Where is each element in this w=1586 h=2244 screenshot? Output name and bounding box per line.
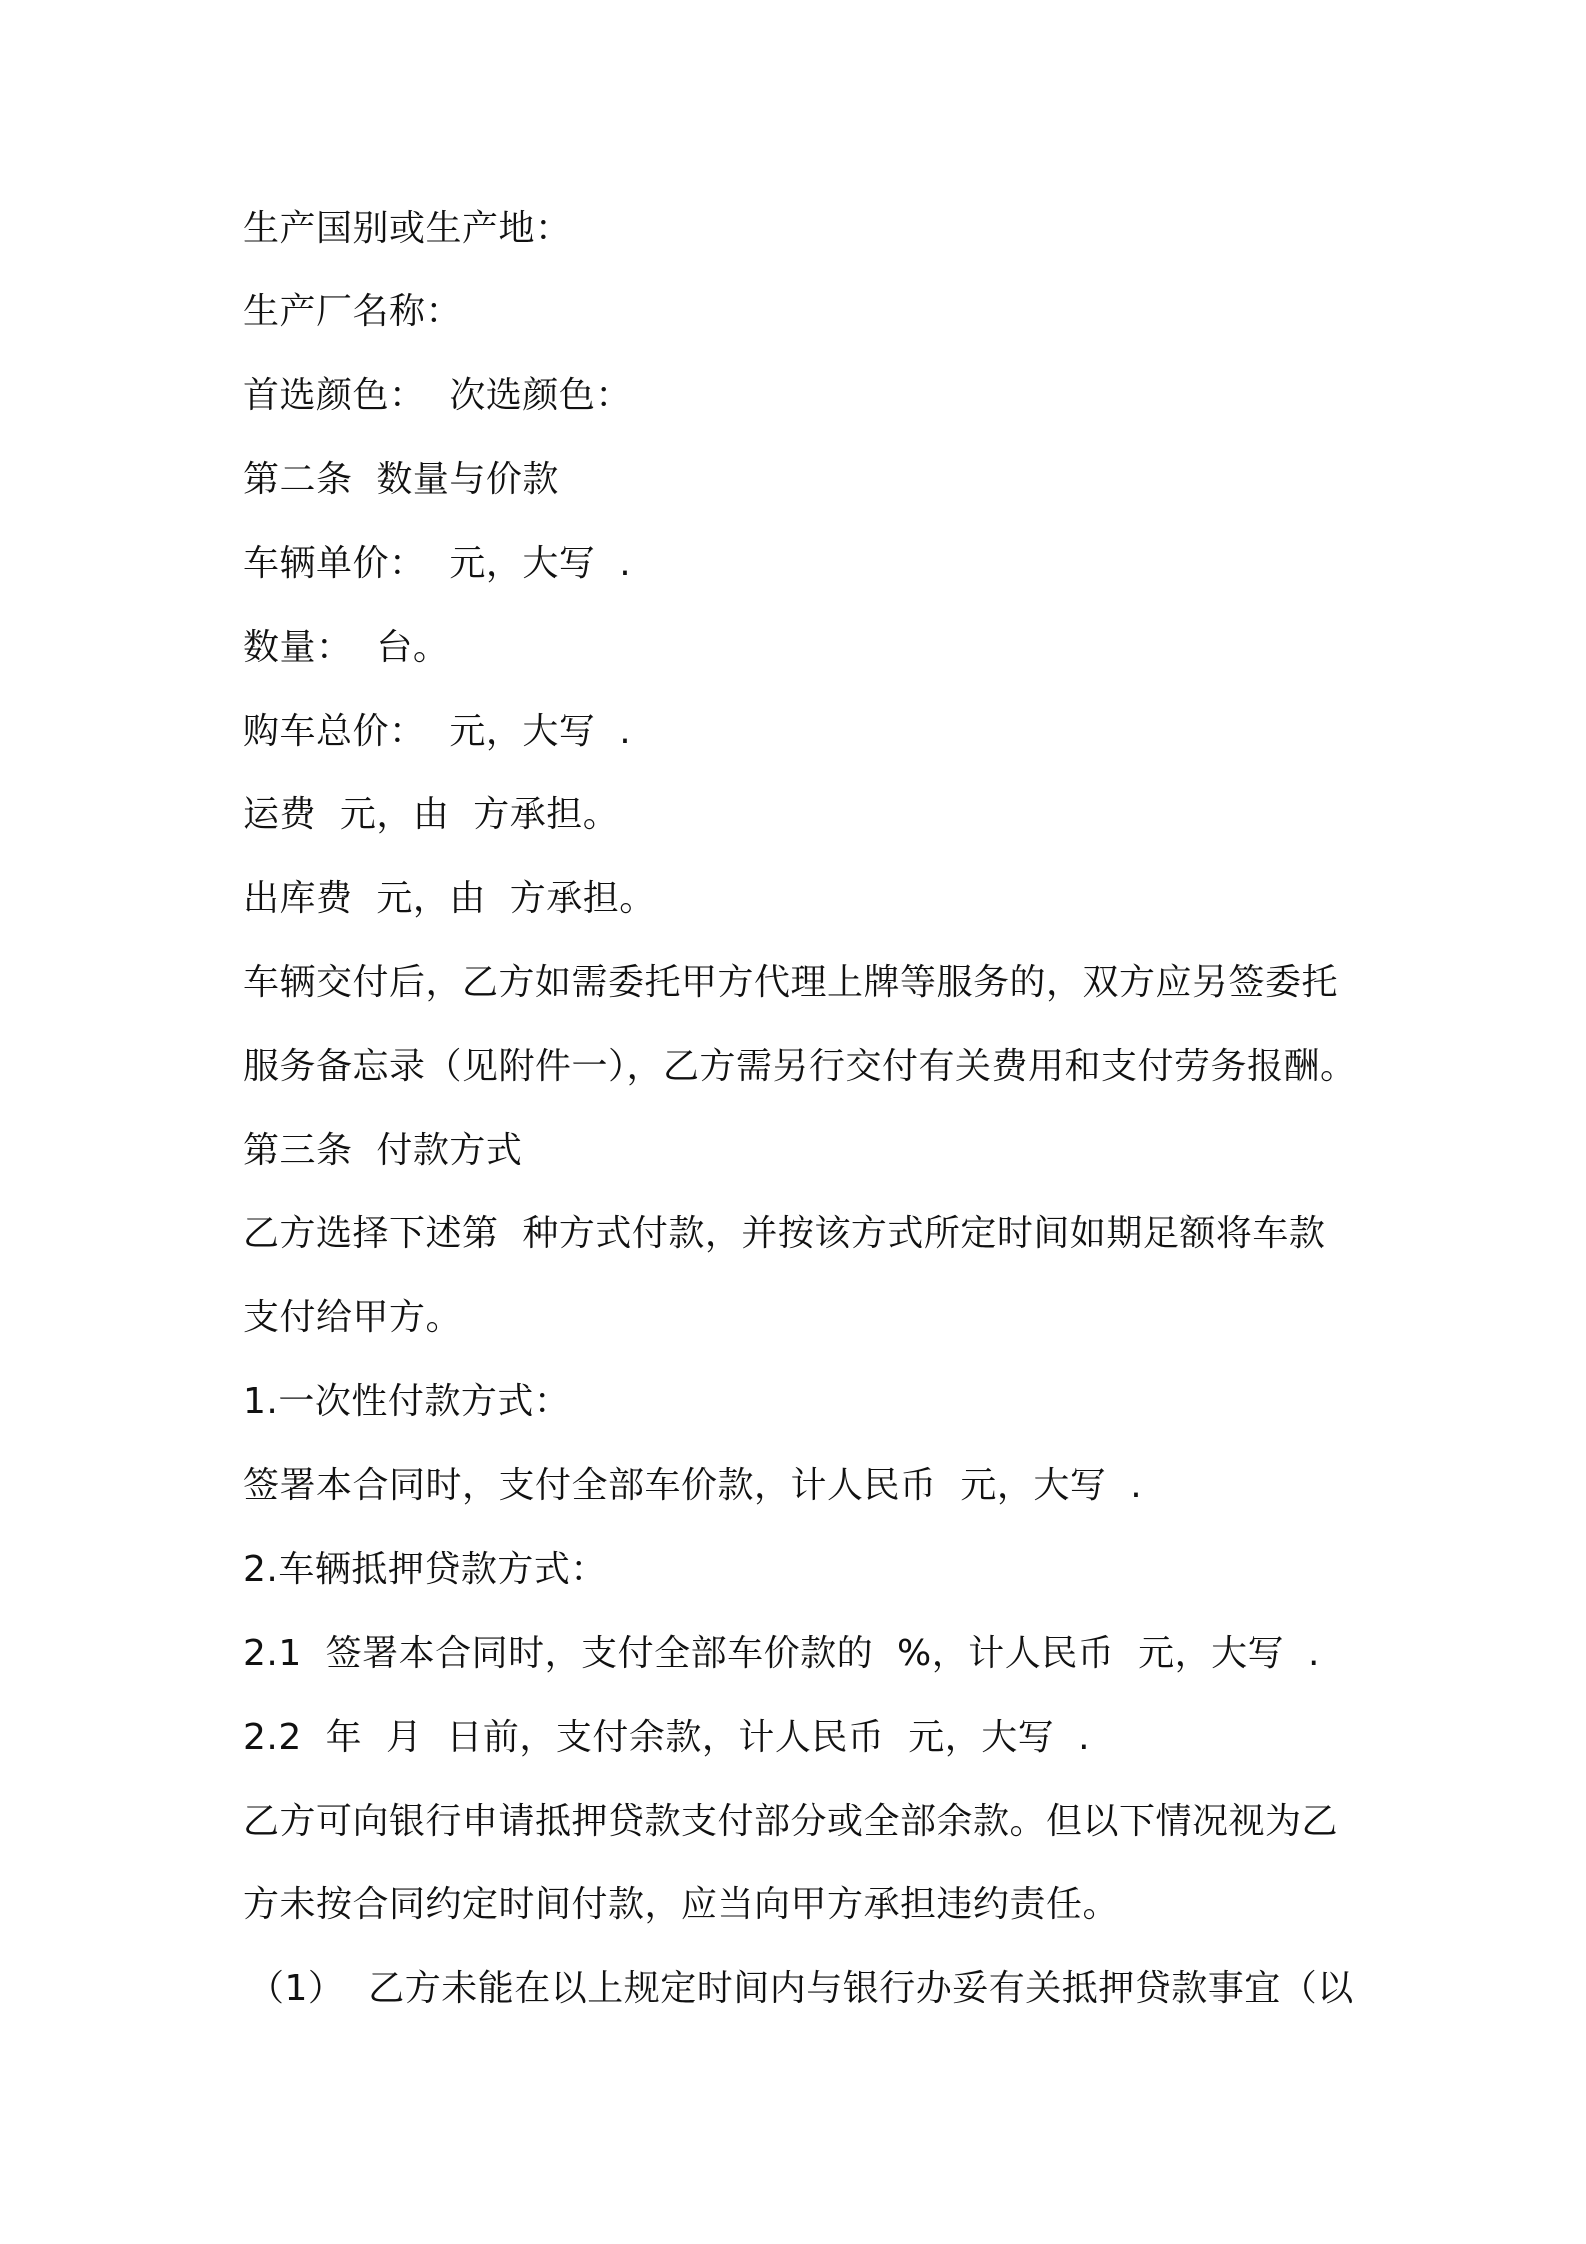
item-lump-sum-text: 签署本合同时，支付全部车价款，计人民币 元，大写 . xyxy=(243,1465,1143,1506)
paragraph-loan-line-2: 方未按合同约定时间付款，应当向甲方承担违约责任。 xyxy=(243,1884,1120,1925)
item-lump-sum-heading: 1.一次性付款方式： xyxy=(243,1381,571,1422)
line-freight: 运费 元，由 方承担。 xyxy=(243,794,620,835)
item-mortgage-2-2: 2.2 年 月 日前，支付余款，计人民币 元，大写 . xyxy=(243,1717,1091,1758)
paragraph-clause-1: （1） 乙方未能在以上规定时间内与银行办妥有关抵押贷款事宜（以 xyxy=(248,1968,1354,2009)
line-colors: 首选颜色： 次选颜色： xyxy=(243,375,632,416)
line-origin: 生产国别或生产地： xyxy=(243,208,572,249)
paragraph-delivery-line-2: 服务备忘录（见附件一），乙方需另行交付有关费用和支付劳务报酬。 xyxy=(243,1046,1357,1087)
line-outbound-fee: 出库费 元，由 方承担。 xyxy=(243,878,656,919)
paragraph-delivery-line-1: 车辆交付后，乙方如需委托甲方代理上牌等服务的，双方应另签委托 xyxy=(243,962,1339,1003)
paragraph-payment-choice-line-2: 支付给甲方。 xyxy=(243,1297,463,1338)
heading-article-2: 第二条 数量与价款 xyxy=(243,459,559,500)
item-mortgage-heading: 2.车辆抵押贷款方式： xyxy=(243,1549,607,1590)
item-mortgage-2-1: 2.1 签署本合同时，支付全部车价款的 %，计人民币 元，大写 . xyxy=(243,1633,1320,1674)
line-total-price: 购车总价： 元，大写 . xyxy=(243,711,632,752)
line-manufacturer: 生产厂名称： xyxy=(243,291,463,332)
line-unit-price: 车辆单价： 元，大写 . xyxy=(243,543,632,584)
heading-article-3: 第三条 付款方式 xyxy=(243,1130,523,1171)
line-quantity: 数量： 台。 xyxy=(243,627,450,668)
paragraph-loan-line-1: 乙方可向银行申请抵押贷款支付部分或全部余款。但以下情况视为乙 xyxy=(243,1801,1339,1842)
paragraph-payment-choice-line-1: 乙方选择下述第 种方式付款，并按该方式所定时间如期足额将车款 xyxy=(243,1213,1326,1254)
